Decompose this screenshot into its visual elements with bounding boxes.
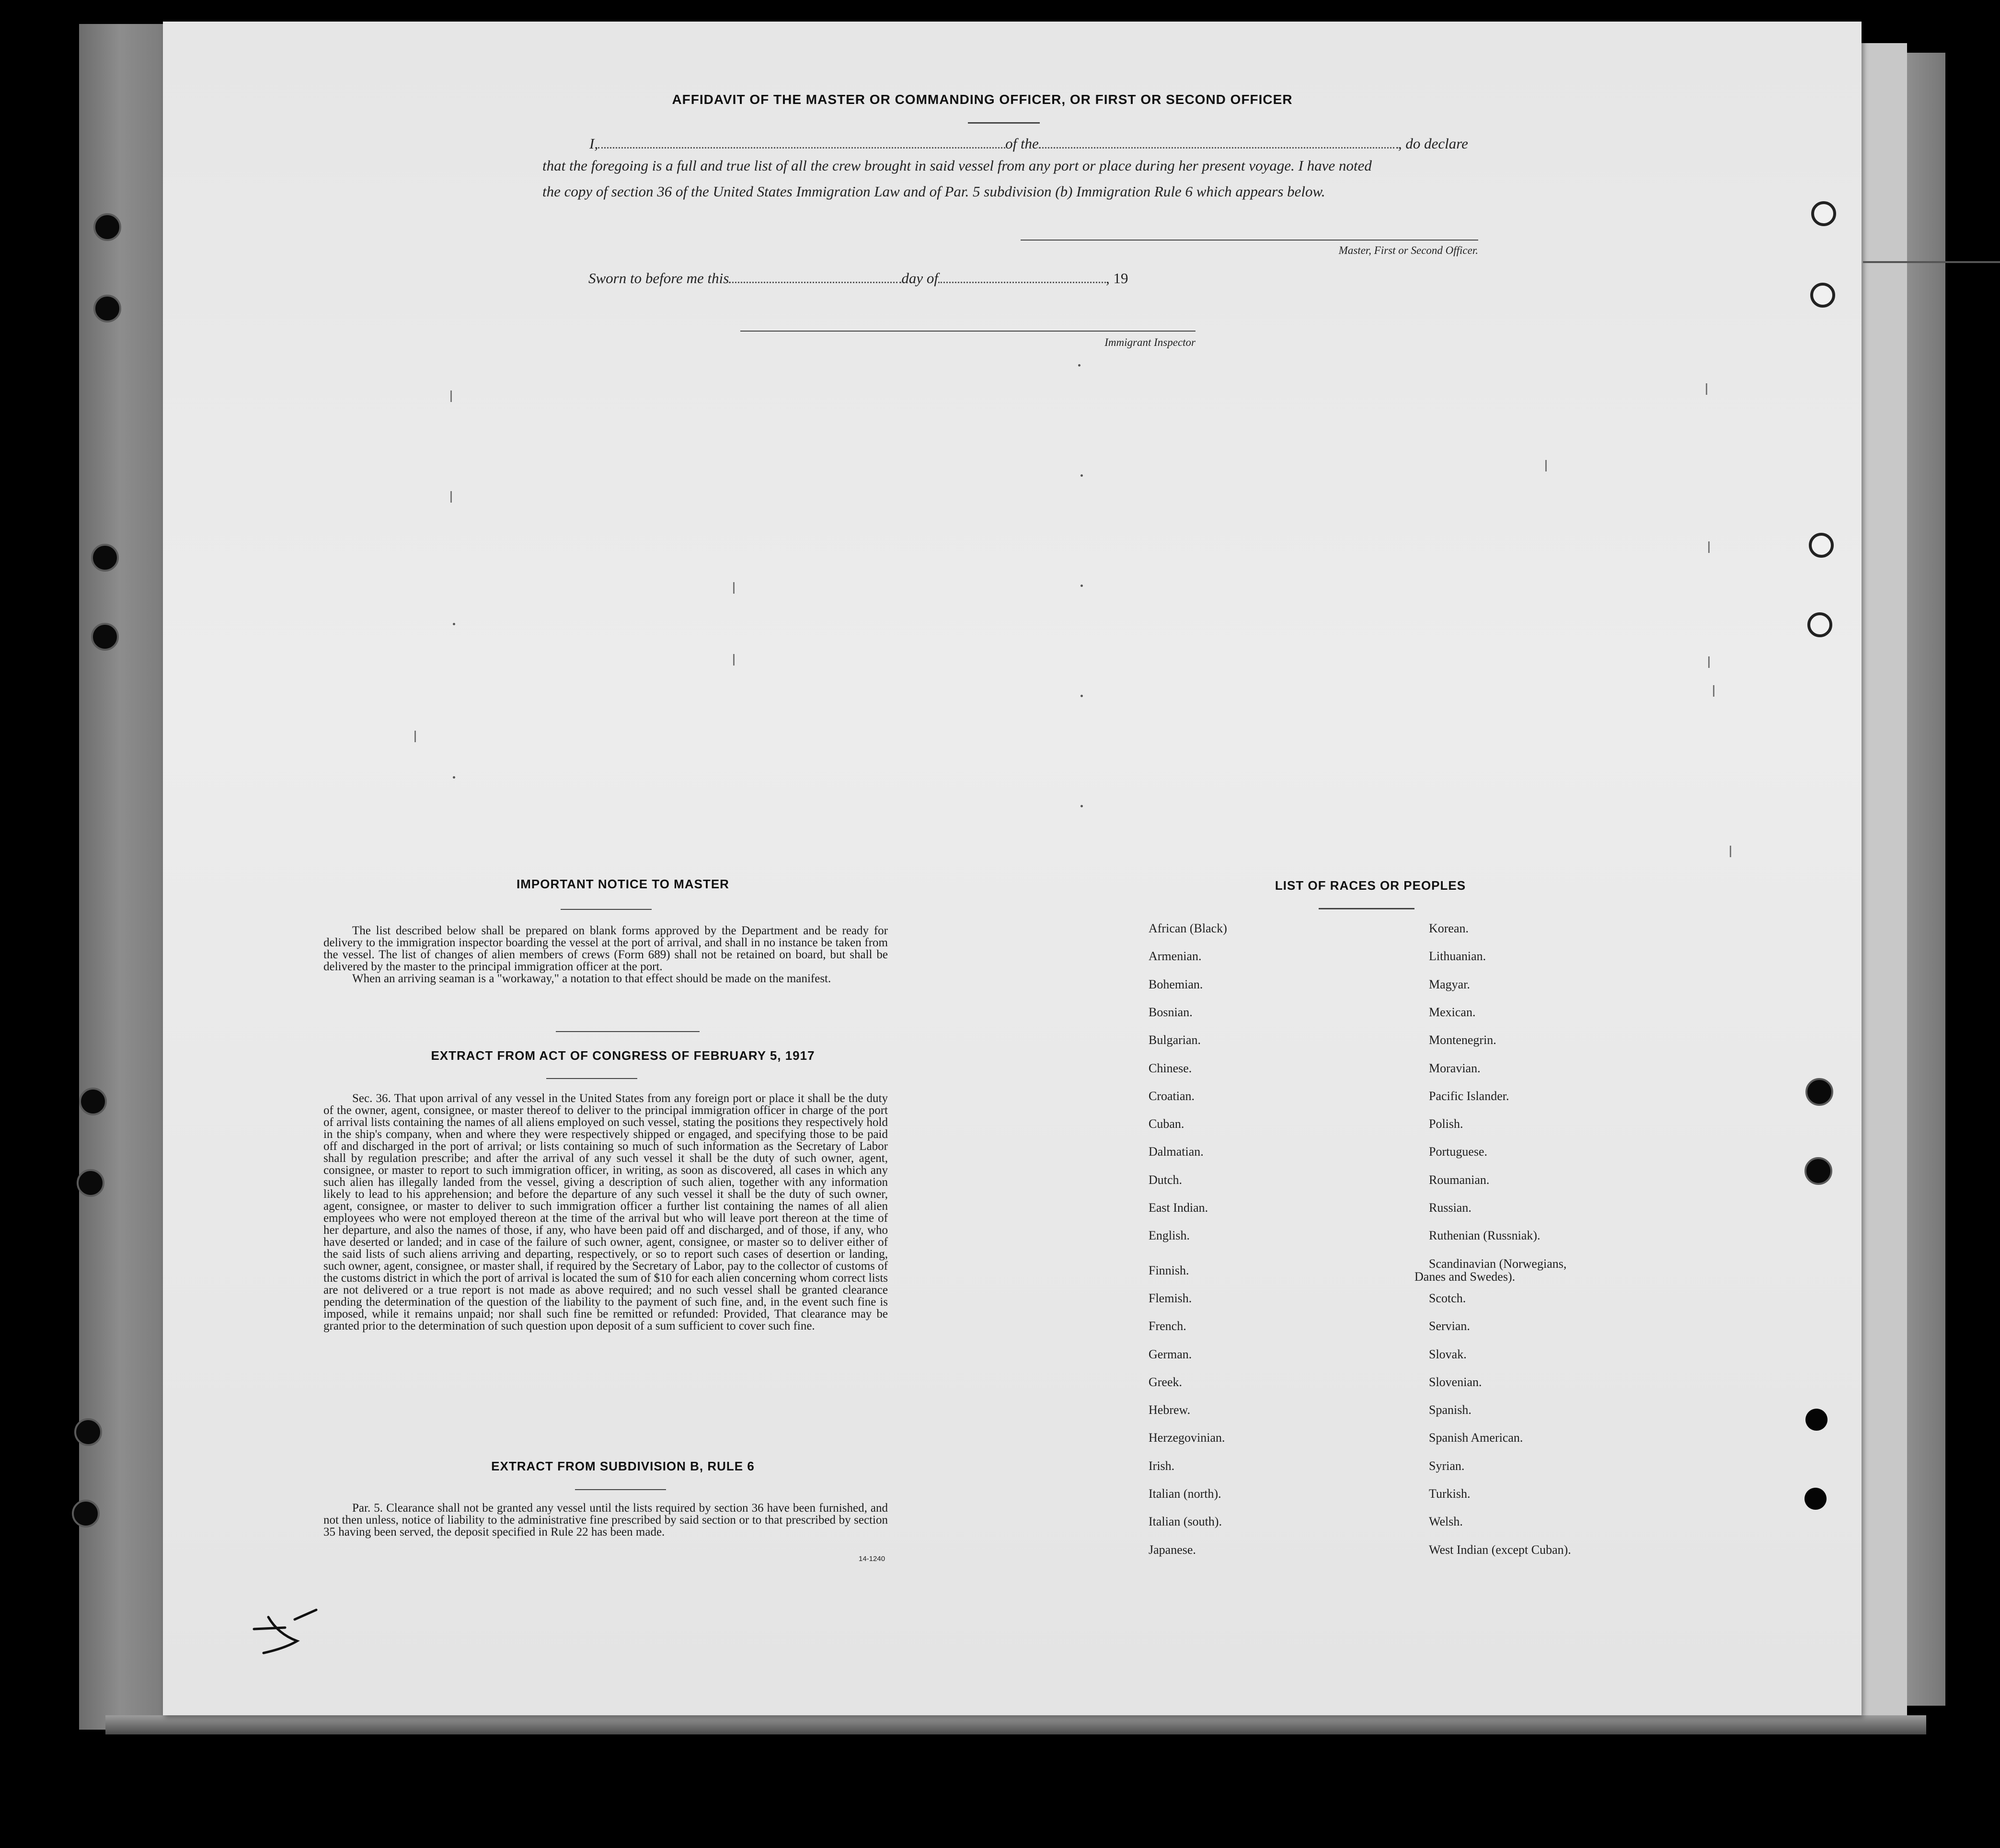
handwritten-mark	[249, 1607, 326, 1660]
extract-act-title: EXTRACT FROM ACT OF CONGRESS OF FEBRUARY 5, 1917	[431, 1048, 815, 1063]
declarant-name-blank	[598, 137, 1005, 149]
sworn-day-blank	[729, 271, 901, 283]
notice-paragraph-2: When an arriving seaman is a "workaway," a notation to that effect should be made on the manifest.	[352, 972, 831, 985]
binding-hole	[1805, 1157, 1832, 1185]
year-label: , 19	[1105, 270, 1128, 287]
bleed-dot	[453, 623, 455, 625]
title-underline	[968, 122, 1040, 124]
bleed-mark	[733, 582, 735, 594]
race-item: Bulgarian.	[1149, 1033, 1201, 1047]
binding-hole	[1809, 533, 1834, 558]
race-item: Italian (north).	[1149, 1487, 1221, 1501]
declaration-line-1	[589, 135, 1468, 152]
race-item: Armenian.	[1149, 949, 1202, 964]
race-item: East Indian.	[1149, 1201, 1208, 1215]
extract-rule-title: EXTRACT FROM SUBDIVISION B, RULE 6	[491, 1459, 755, 1473]
binding-hole	[91, 544, 119, 572]
faint-rule	[1863, 261, 2000, 263]
bleed-mark	[1713, 685, 1714, 697]
race-item: Slovenian.	[1429, 1375, 1482, 1389]
declarant-label: I,	[589, 135, 598, 152]
form-number: 14-1240	[859, 1555, 885, 1563]
binding-hole	[91, 623, 119, 651]
declaration-line-2: that the foregoing is a full and true list of all the crew brought in said vessel from any port or place during her present voyage. I have noted	[542, 157, 1372, 174]
race-item: Danes and Swedes).	[1414, 1269, 1516, 1284]
race-item: Syrian.	[1429, 1458, 1465, 1473]
sworn-month-blank	[938, 271, 1106, 283]
notice-underline	[561, 909, 652, 910]
bleed-mark	[733, 654, 735, 666]
sworn-line	[588, 270, 1128, 287]
race-item: Spanish.	[1429, 1403, 1471, 1417]
binding-hole	[93, 213, 121, 241]
race-item: Korean.	[1429, 921, 1469, 935]
race-item: Magyar.	[1429, 977, 1470, 991]
bleed-mark	[1708, 656, 1710, 668]
binding-hole	[79, 1088, 107, 1115]
bleed-mark	[414, 731, 416, 742]
binding-hole	[72, 1500, 100, 1527]
race-item: Herzegovinian.	[1149, 1431, 1225, 1445]
race-item: African (Black)	[1149, 921, 1227, 935]
binding-hole	[1805, 1078, 1833, 1106]
race-item: Greek.	[1149, 1375, 1183, 1389]
notice-body	[323, 925, 888, 985]
binding-hole	[1805, 1409, 1828, 1431]
vessel-label: of the	[1005, 135, 1039, 152]
day-of-label: day of	[901, 270, 938, 287]
race-item: Mexican.	[1429, 1005, 1476, 1019]
race-item: Servian.	[1429, 1319, 1470, 1333]
bleed-mark	[450, 390, 452, 402]
race-item: Portuguese.	[1429, 1145, 1488, 1159]
vessel-name-blank	[1039, 137, 1398, 149]
race-item: Moravian.	[1429, 1061, 1481, 1075]
declaration-line-3: the copy of section 36 of the United States Immigration Law and of Par. 5 subdivision (b) Immigration Rule 6 which appears below.	[542, 183, 1325, 200]
race-item: Bohemian.	[1149, 977, 1203, 991]
bleed-dot	[1080, 805, 1083, 807]
race-item: Pacific Islander.	[1429, 1089, 1509, 1103]
race-item: Irish.	[1149, 1458, 1175, 1473]
race-item: Russian.	[1429, 1201, 1471, 1215]
races-underline	[1319, 908, 1414, 909]
signature-line	[1021, 240, 1478, 241]
race-item: Italian (south).	[1149, 1515, 1222, 1529]
race-item: Welsh.	[1429, 1515, 1463, 1529]
binding-strip	[79, 24, 170, 1730]
bleed-mark	[1545, 460, 1547, 471]
race-item: Flemish.	[1149, 1291, 1192, 1305]
race-item: Scotch.	[1429, 1291, 1466, 1305]
bleed-dot	[453, 776, 455, 779]
race-item: English.	[1149, 1228, 1190, 1243]
race-item: Slovak.	[1429, 1347, 1467, 1361]
race-item: Japanese.	[1149, 1542, 1196, 1557]
race-item: French.	[1149, 1319, 1186, 1333]
race-item: Scandinavian (Norwegians,	[1429, 1256, 1567, 1271]
race-item: Dalmatian.	[1149, 1145, 1204, 1159]
extract-rule-underline	[575, 1489, 666, 1490]
race-item: Ruthenian (Russniak).	[1429, 1228, 1540, 1243]
notice-paragraph-1: The list described below shall be prepared on blank forms approved by the Department and be ready for delivery to the immigration inspector boarding the vessel at the port of arrival, and shall in no instance be taken from the vessel. The list of changes of alien members of crews (Form 689) shall not be retained on board, but shall be delivered by the master to the principal immigration officer at the port.	[323, 924, 888, 973]
bleed-mark	[450, 491, 452, 503]
declare-label: , do declare	[1398, 135, 1468, 152]
binding-hole	[93, 295, 121, 322]
race-item: Lithuanian.	[1429, 949, 1486, 964]
par-5-text: Par. 5. Clearance shall not be granted any vessel until the lists required by section 36 have been furnished, and not then unless, notice of liability to the administrative fine prescribed by said section or to that prescribed by section 35 having been served, the deposit specified in Rule 22 has been made.	[323, 1502, 888, 1538]
binding-hole	[1810, 283, 1835, 308]
race-item: Cuban.	[1149, 1117, 1184, 1131]
race-item: Chinese.	[1149, 1061, 1192, 1075]
binding-hole	[74, 1418, 102, 1446]
bleed-mark	[1708, 541, 1710, 553]
notice-title: IMPORTANT NOTICE TO MASTER	[517, 877, 729, 891]
binding-hole	[1807, 612, 1832, 637]
race-item: Montenegrin.	[1429, 1033, 1496, 1047]
signature-label: Master, First or Second Officer.	[1338, 244, 1478, 256]
race-item: Bosnian.	[1149, 1005, 1193, 1019]
race-item: Polish.	[1429, 1117, 1463, 1131]
binding-hole	[1805, 1488, 1827, 1510]
race-item: Spanish American.	[1429, 1431, 1523, 1445]
extract-act-body	[323, 1092, 888, 1332]
extract-rule-body	[323, 1502, 888, 1538]
extract-act-underline	[546, 1078, 637, 1079]
bleed-dot	[1080, 474, 1083, 477]
binding-hole	[1811, 201, 1836, 226]
bleed-mark	[1706, 383, 1707, 395]
bleed-dot	[1080, 695, 1083, 697]
bleed-dot	[1080, 585, 1083, 587]
race-item: Dutch.	[1149, 1172, 1183, 1187]
race-item: Roumanian.	[1429, 1172, 1490, 1187]
race-item: Finnish.	[1149, 1263, 1189, 1277]
races-title: LIST OF RACES OR PEOPLES	[1275, 878, 1466, 893]
bottom-edge	[105, 1715, 1926, 1734]
race-item: Hebrew.	[1149, 1403, 1191, 1417]
race-item: West Indian (except Cuban).	[1429, 1542, 1571, 1557]
race-item: Turkish.	[1429, 1487, 1471, 1501]
inspector-signature-line	[740, 331, 1195, 332]
binding-hole	[77, 1169, 104, 1197]
affidavit-title: AFFIDAVIT OF THE MASTER OR COMMANDING OFFICER, OR FIRST OR SECOND OFFICER	[672, 92, 1293, 107]
bleed-dot	[1078, 364, 1080, 367]
inspector-label: Immigrant Inspector	[1104, 336, 1195, 348]
bleed-mark	[1730, 846, 1731, 857]
sworn-label: Sworn to before me this	[588, 270, 729, 287]
section-36-text: Sec. 36. That upon arrival of any vessel in the United States from any foreign port or place it shall be the duty of the owner, agent, consignee, or master thereof to deliver to the principal immigration officer in charge of the port of arrival lists containing the names of all aliens employed on such vessel, stating the positions they respectively hold in the ship's company, when and where they were respectively shipped or engaged, and specifying those to be paid off and discharged in the port of arrival; or lists containing so much of such information as the Secretary of Labor shall by regulation prescribe; and after the arrival of any such vessel it shall be the duty of such owner, agent, consignee, or master to report to such immigration officer, in writing, as soon as discovered, all cases in which any such alien has illegally landed from the vessel, giving a description of such alien, together with any information likely to lead to his apprehension; and before the departure of any such vessel it shall be the duty of such owner, agent, consignee, or master to deliver to such immigration officer a further list containing the names of all alien employees who were not employed thereon at the time of the arrival but who will leave port thereon at the time of her departure, and also the names of those, if any, who have been paid off and discharged, and of those, if any, who have deserted or landed; and in case of the failure of such owner, agent, consignee, or master so to deliver either of the said lists of such aliens arriving and departing, respectively, or so to report such cases of desertion or landing, such owner, agent, consignee, or master shall, if required by the Secretary of Labor, pay to the collector of customs of the customs district in which the port of arrival is located the sum of $10 for each alien concerning whom correct lists are not delivered or a true report is not made as above required; and no such vessel shall be granted clearance pending the determination of the question of the liability to the payment of such fine, and, in the event such fine is imposed, while it remains unpaid; nor shall such fine be remitted or refunded: Provided, That clearance may be granted prior to the determination of such question upon deposit of a sum sufficient to cover such fine.	[323, 1092, 888, 1332]
divider	[556, 1031, 700, 1032]
race-item: Croatian.	[1149, 1089, 1195, 1103]
race-item: German.	[1149, 1347, 1192, 1361]
